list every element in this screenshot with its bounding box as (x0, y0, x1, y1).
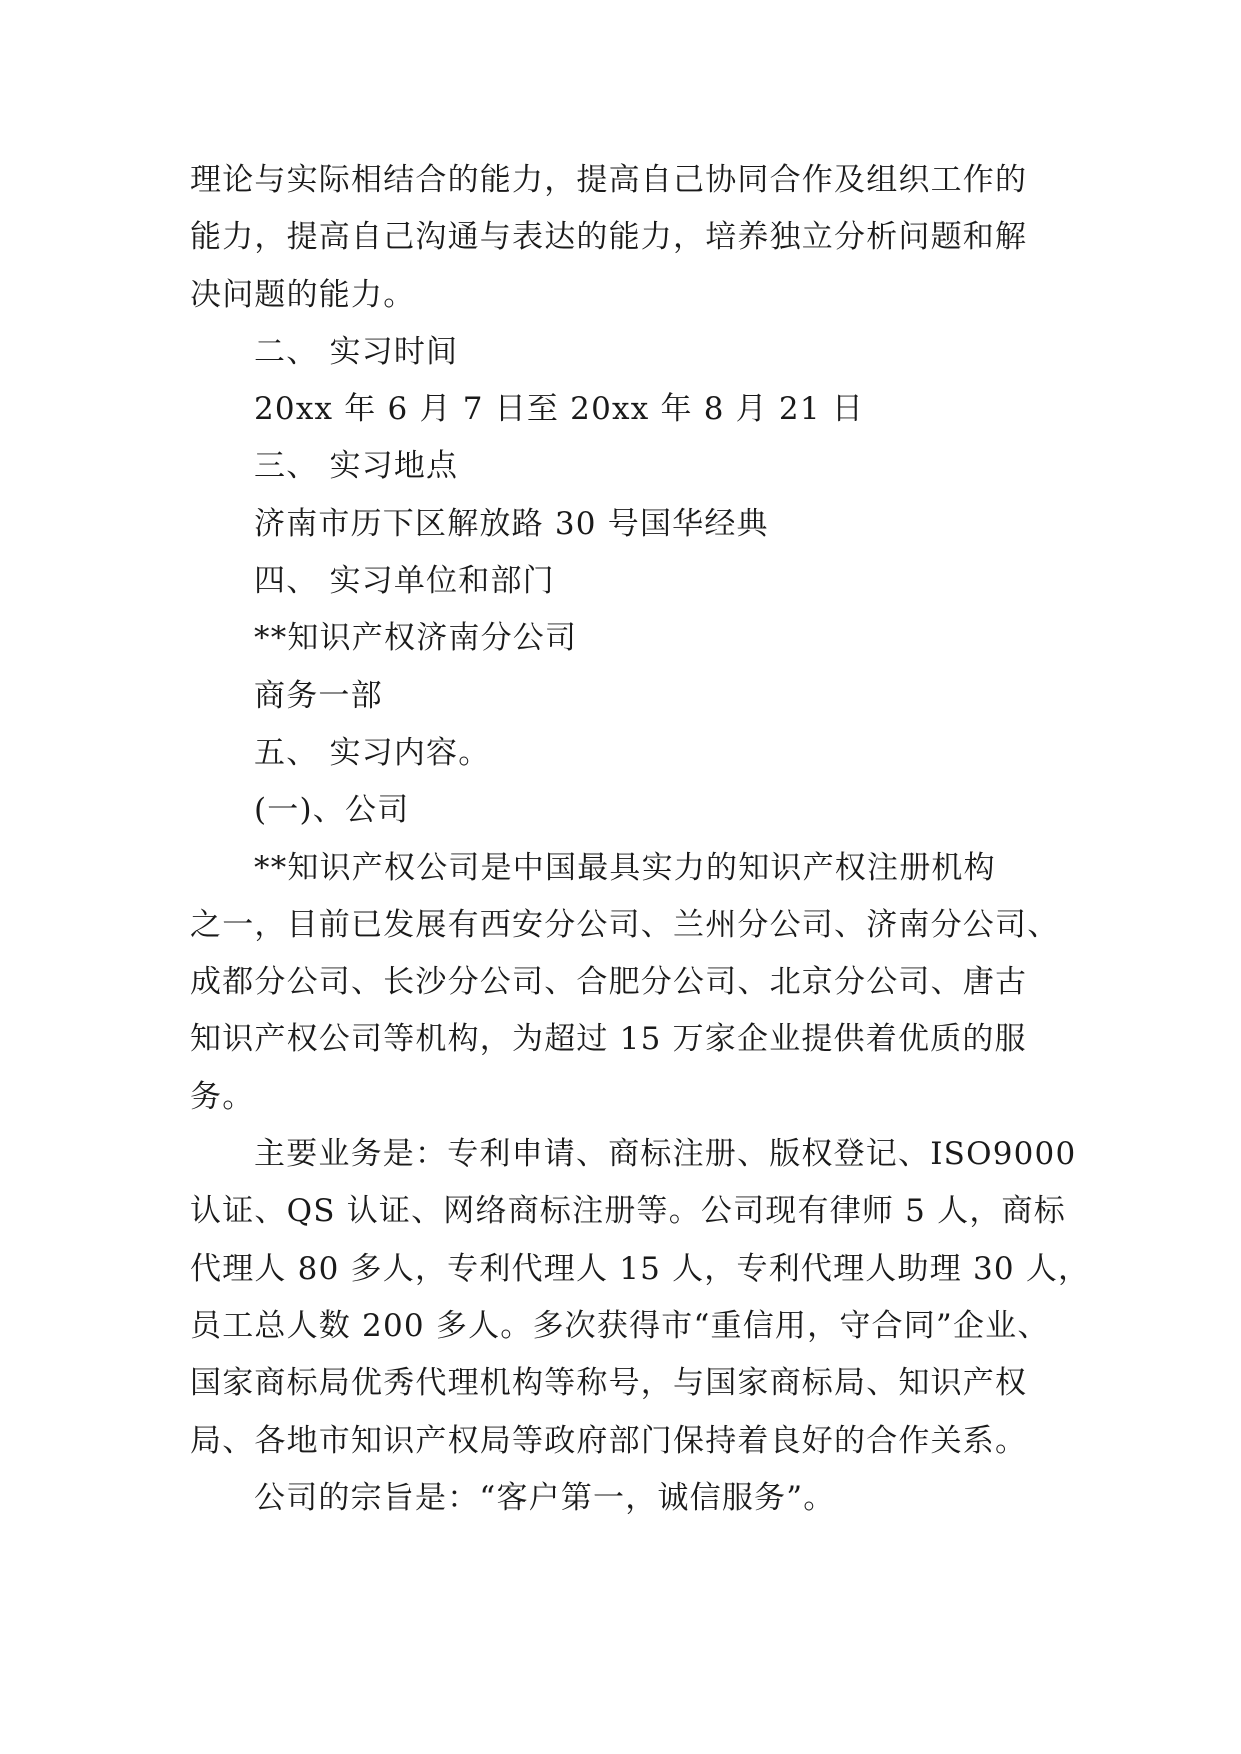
section-heading-internship-location: 三、 实习地点 (254, 448, 459, 485)
department-name: 商务一部 (254, 677, 383, 714)
paragraph-line: 主要业务是：专利申请、商标注册、版权登记、ISO9000 (254, 1136, 1077, 1173)
paragraph-line: **知识产权公司是中国最具实力的知识产权注册机构 (254, 849, 996, 886)
document-body (190, 152, 1091, 1527)
company-motto: 公司的宗旨是：“客户第一，诚信服务”。 (254, 1479, 836, 1516)
section-heading-internship-content: 五、 实习内容。 (254, 734, 491, 771)
paragraph-line: 员工总人数 200 多人。多次获得市“重信用，守合同”企业、 (190, 1307, 1050, 1344)
section-heading-internship-unit: 四、 实习单位和部门 (254, 563, 555, 600)
paragraph-line: 代理人 80 多人，专利代理人 15 人，专利代理人助理 30 人， (190, 1250, 1091, 1287)
paragraph-line: 务。 (190, 1078, 255, 1115)
paragraph-line: 国家商标局优秀代理机构等称号，与国家商标局、知识产权 (190, 1365, 1028, 1402)
internship-address: 济南市历下区解放路 30 号国华经典 (254, 505, 769, 542)
paragraph-line: 决问题的能力。 (190, 276, 416, 313)
paragraph-line: 认证、QS 认证、网络商标注册等。公司现有律师 5 人，商标 (190, 1193, 1066, 1230)
paragraph-line: 理论与实际相结合的能力，提高自己协同合作及组织工作的 (190, 162, 1028, 198)
company-name: **知识产权济南分公司 (254, 620, 578, 657)
subsection-heading-company: (一)、公司 (254, 792, 410, 829)
paragraph-line: 局、各地市知识产权局等政府部门保持着良好的合作关系。 (190, 1422, 1028, 1459)
section-heading-internship-time: 二、 实习时间 (254, 333, 459, 370)
paragraph-line: 知识产权公司等机构，为超过 15 万家企业提供着优质的服 (190, 1021, 1027, 1058)
paragraph-line: 能力，提高自己沟通与表达的能力，培养独立分析问题和解 (190, 219, 1028, 256)
paragraph-line: 之一，目前已发展有西安分公司、兰州分公司、济南分公司、 (190, 906, 1060, 943)
paragraph-line: 成都分公司、长沙分公司、合肥分公司、北京分公司、唐古 (190, 964, 1028, 1001)
internship-dates: 20xx 年 6 月 7 日至 20xx 年 8 月 21 日 (254, 391, 865, 428)
